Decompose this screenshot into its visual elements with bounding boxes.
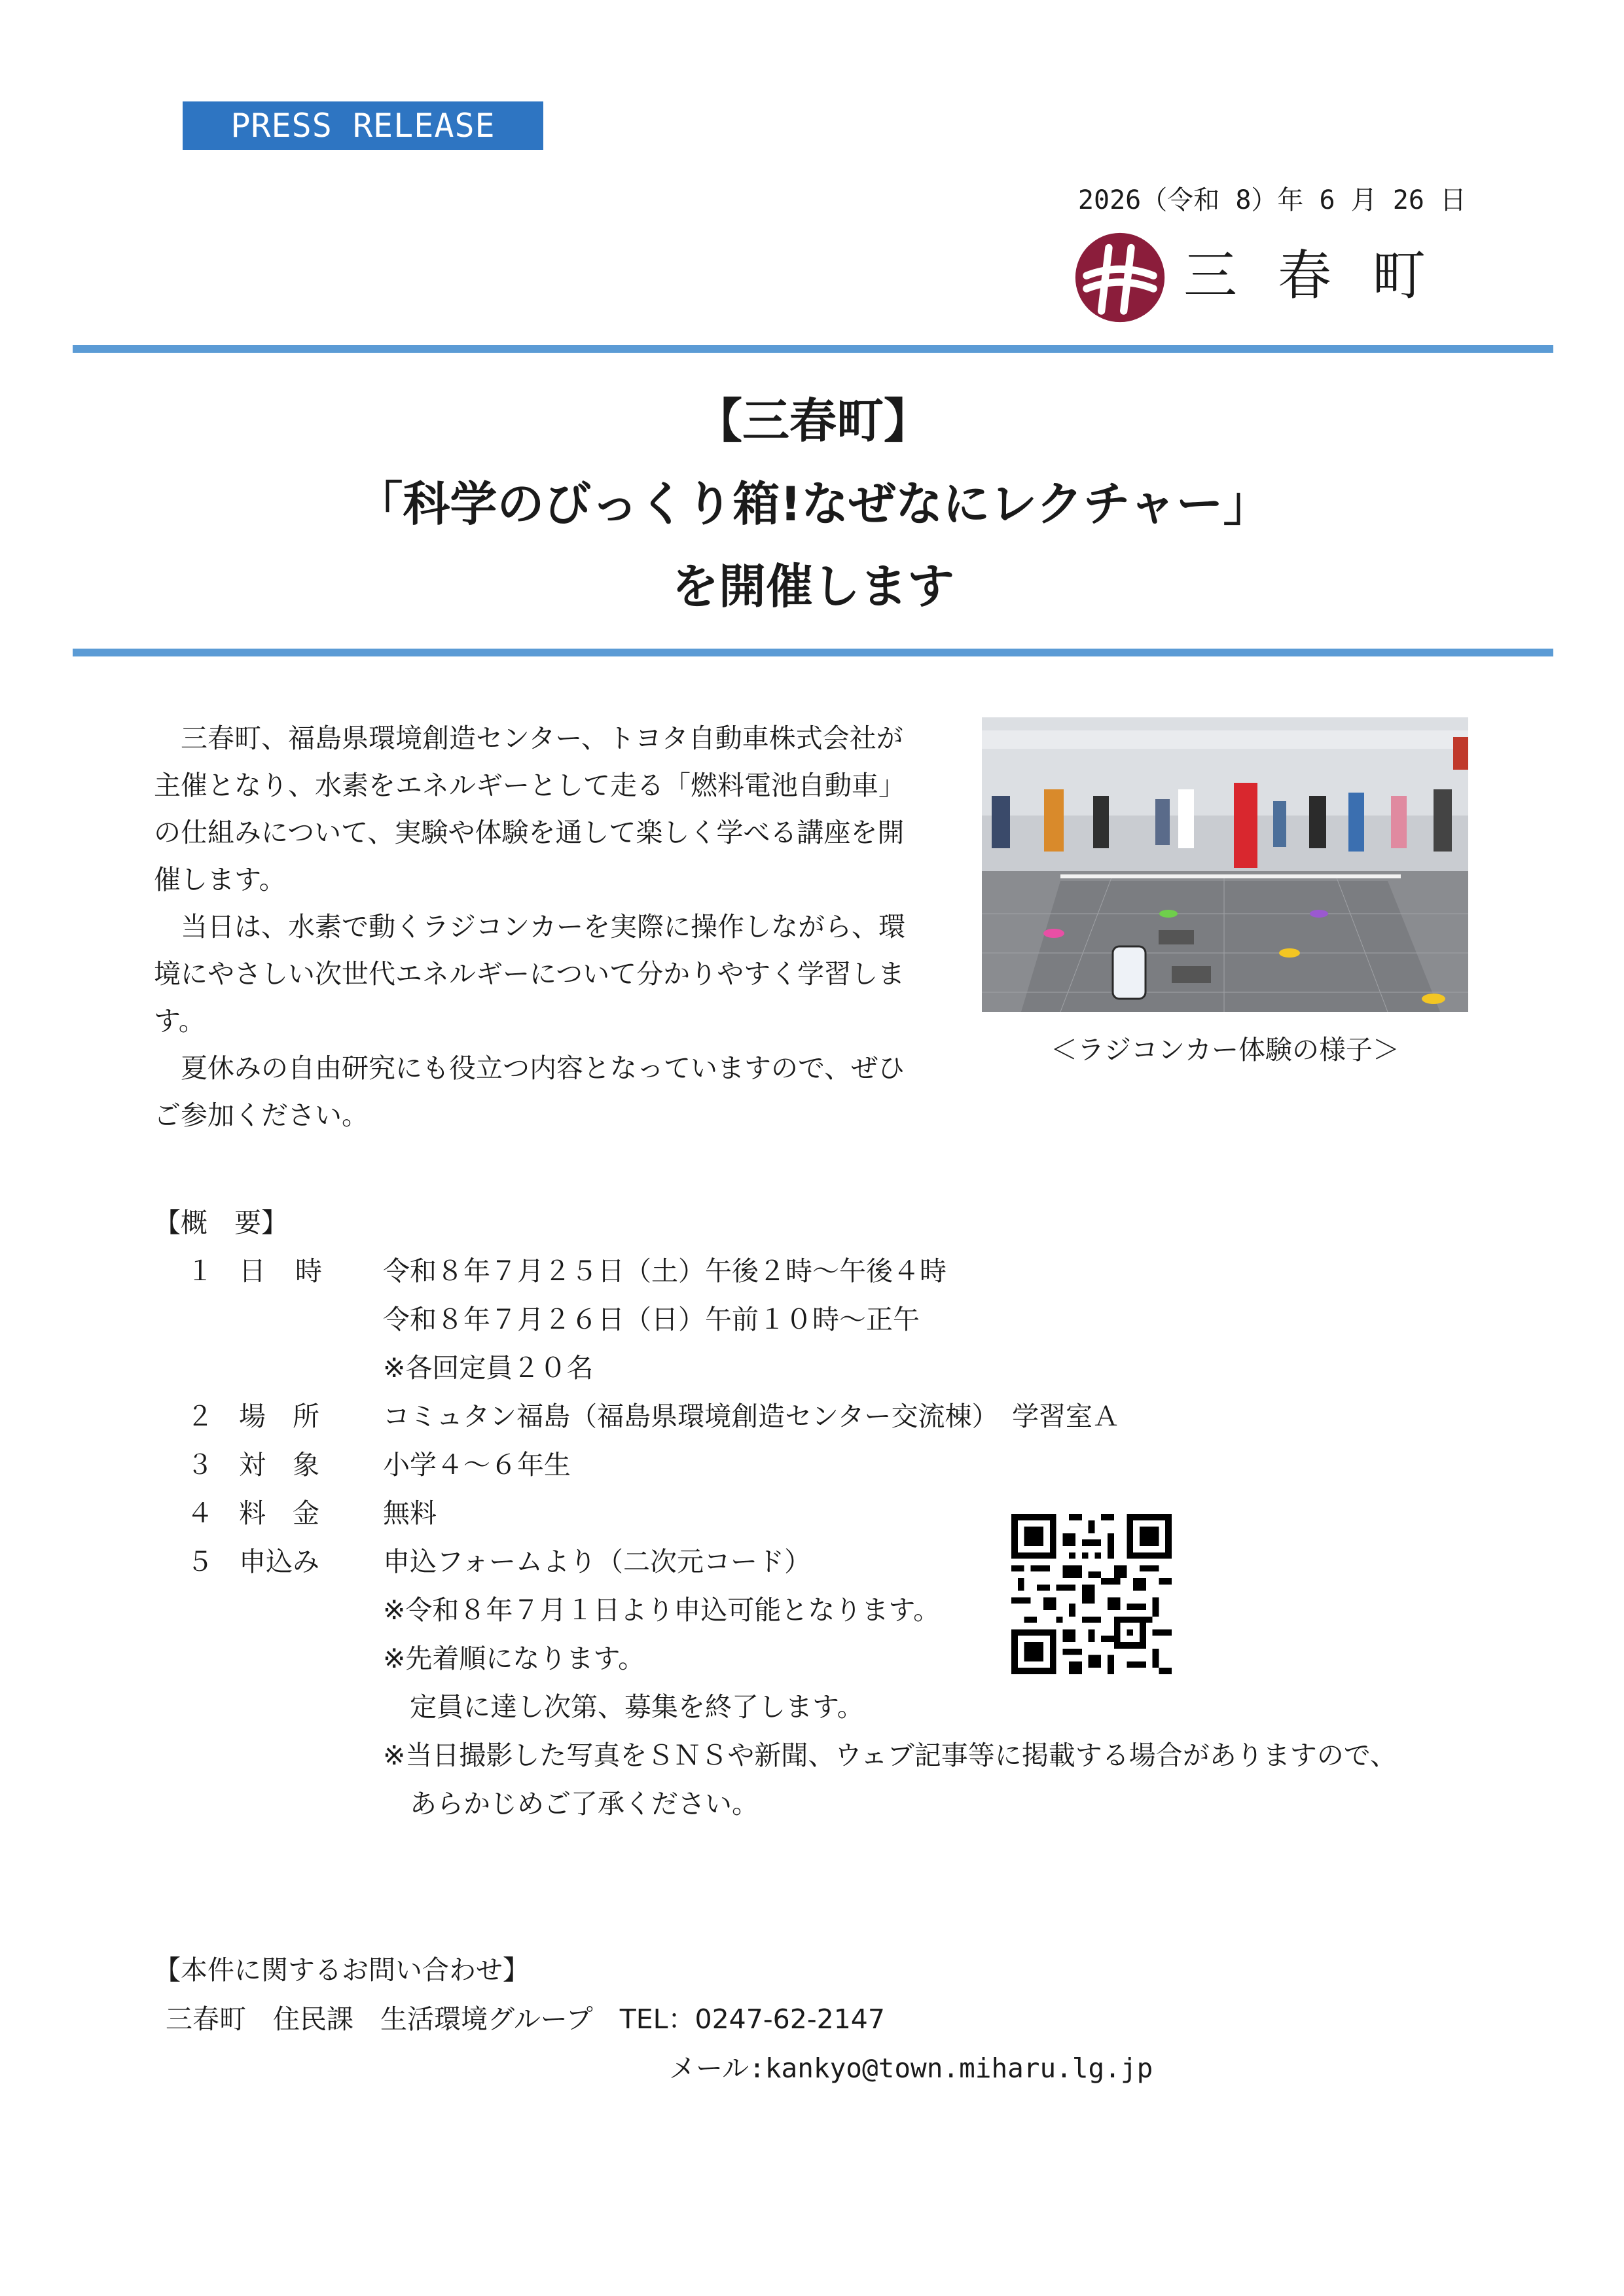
- outline-label: 日 時: [239, 1255, 323, 1287]
- outline-label: 申込み: [239, 1546, 319, 1577]
- release-date: 2026（令和 8）年 6 月 26 日: [1077, 185, 1466, 215]
- outline-label: 場 所: [239, 1401, 319, 1432]
- header-divider: [73, 345, 1553, 353]
- outline-value: 小学４～６年生: [383, 1449, 571, 1480]
- outline-value: ※先着順になります。: [383, 1643, 645, 1674]
- contact-department: 三春町 住民課 生活環境グループ TEL：0247-62-2147: [166, 2003, 885, 2035]
- contact-heading: 【本件に関するお問い合わせ】: [154, 1954, 530, 1986]
- outline-number: ５: [187, 1546, 213, 1577]
- outline-value: 無料: [383, 1498, 437, 1529]
- title-line-2: 「科学のびっくり箱!なぜなにレクチャー」: [355, 476, 1271, 531]
- intro-paragraph-2: 当日は、水素で動くラジコンカーを実際に操作しながら、環境にやさしい次世代エネルギーについて分かりやすく学習します。: [154, 911, 905, 1037]
- intro-paragraph-1: 三春町、福島県環境創造センター、トヨタ自動車株式会社が主催となり、水素をエネルギーとして走る「燃料電池自動車」の仕組みについて、実験や体験を通して楽しく学べる講座を開催します。: [154, 723, 905, 895]
- title-divider: [73, 649, 1553, 656]
- outline-number: １: [187, 1255, 213, 1287]
- outline-heading: 【概 要】: [154, 1207, 288, 1238]
- outline-value: 令和８年７月２５日（土）午後２時～午後４時: [383, 1255, 947, 1287]
- outline-value: ※各回定員２０名: [383, 1352, 594, 1384]
- miharu-town-emblem-icon: [1074, 231, 1166, 324]
- outline-value: 令和８年７月２６日（日）午前１０時～正午: [383, 1304, 920, 1335]
- intro-paragraph-3: 夏休みの自由研究にも役立つ内容となっていますので、ぜひご参加ください。: [154, 1052, 905, 1131]
- qr-code-icon[interactable]: [1011, 1514, 1172, 1674]
- town-name: 三春町: [1183, 245, 1467, 307]
- outline-value: ※当日撮影した写真をＳＮＳや新聞、ウェブ記事等に掲載する場合がありますので、: [383, 1740, 1397, 1771]
- outline-value: 定員に達し次第、募集を終了します。: [383, 1691, 864, 1723]
- event-photo: [982, 717, 1468, 1012]
- contact-email[interactable]: メール:kankyo@town.miharu.lg.jp: [669, 2053, 1153, 2084]
- title-line-3: を開催します: [671, 559, 954, 614]
- intro-text: [154, 715, 926, 1139]
- outline-number: ４: [187, 1498, 213, 1529]
- outline-value: 申込フォームより（二次元コード）: [383, 1546, 811, 1577]
- photo-caption: ＜ラジコンカー体験の様子＞: [1051, 1034, 1399, 1066]
- outline-number: ２: [187, 1401, 213, 1432]
- outline-number: ３: [187, 1449, 213, 1480]
- outline-value: ※令和８年７月１日より申込可能となります。: [383, 1594, 941, 1626]
- press-release-banner: PRESS RELEASE: [183, 101, 543, 150]
- outline-value: コミュタン福島（福島県環境創造センター交流棟） 学習室Ａ: [383, 1401, 1120, 1432]
- title-line-1: 【三春町】: [695, 393, 931, 448]
- outline-label: 対 象: [239, 1449, 319, 1480]
- outline-value: あらかじめご了承ください。: [383, 1788, 759, 1820]
- outline-label: 料 金: [239, 1498, 319, 1529]
